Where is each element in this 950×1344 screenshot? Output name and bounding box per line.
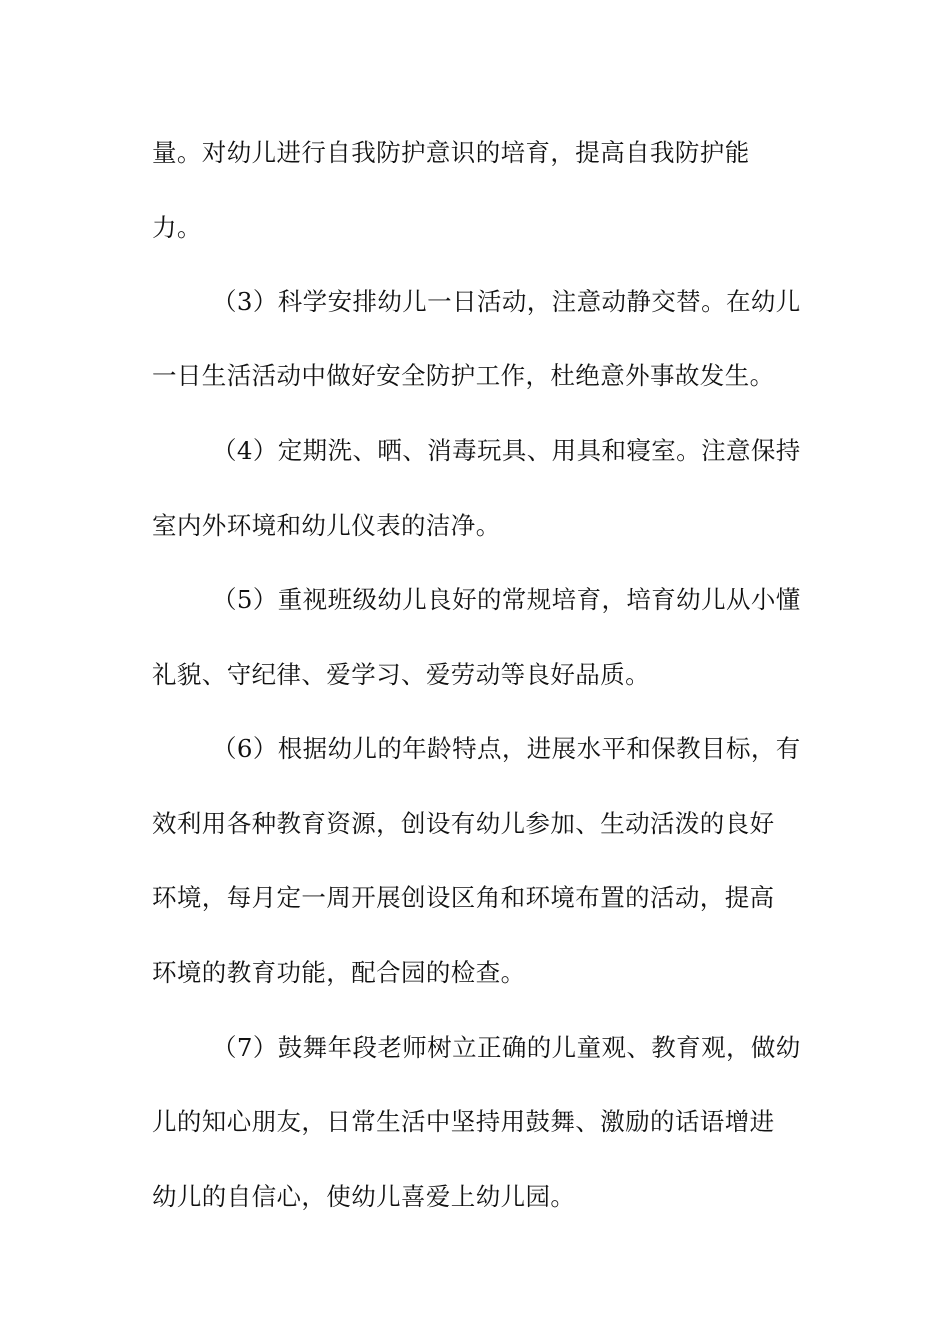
text-line: 幼儿的自信心，使幼儿喜爱上幼儿园。 — [152, 1182, 576, 1211]
paragraph-start-line: （4）定期洗、晒、消毒玩具、用具和寝室。注意保持 — [212, 436, 801, 465]
text-line: 儿的知心朋友，日常生活中坚持用鼓舞、激励的话语增进 — [152, 1107, 775, 1136]
text-line: 量。对幼儿进行自我防护意识的培育，提高自我防护能 — [152, 138, 750, 167]
paragraph-start-line: （7）鼓舞年段老师树立正确的儿童观、教育观，做幼 — [212, 1033, 801, 1062]
text-line: 效利用各种教育资源，创设有幼儿参加、生动活泼的良好 — [152, 809, 775, 838]
paragraph-start-line: （5）重视班级幼儿良好的常规培育，培育幼儿从小懂 — [212, 585, 801, 614]
text-line: 力。 — [152, 213, 202, 242]
text-line: 环境，每月定一周开展创设区角和环境布置的活动，提高 — [152, 883, 775, 912]
text-line: 室内外环境和幼儿仪表的洁净。 — [152, 511, 501, 540]
text-line: 一日生活活动中做好安全防护工作，杜绝意外事故发生。 — [152, 361, 775, 390]
paragraph-start-line: （6）根据幼儿的年龄特点，进展水平和保教目标，有 — [212, 734, 801, 763]
text-line: 环境的教育功能，配合园的检查。 — [152, 958, 526, 987]
paragraph-start-line: （3）科学安排幼儿一日活动，注意动静交替。在幼儿 — [212, 287, 801, 316]
text-line: 礼貌、守纪律、爱学习、爱劳动等良好品质。 — [152, 660, 650, 689]
